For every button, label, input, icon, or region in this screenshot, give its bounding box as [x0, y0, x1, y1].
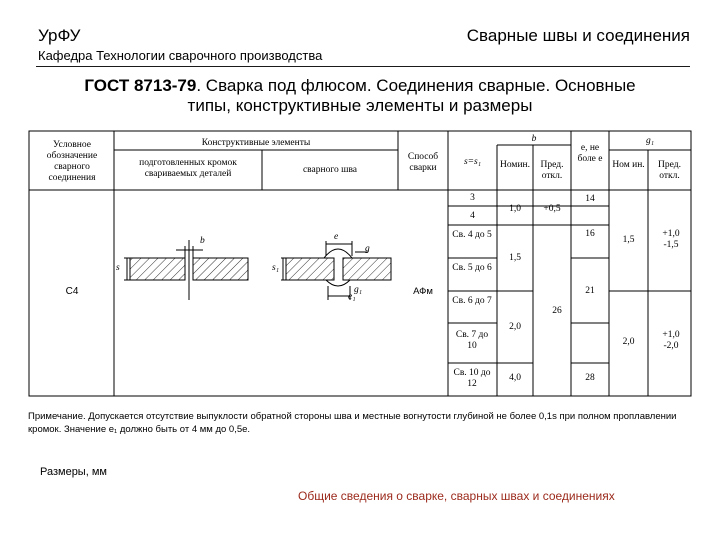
sketch-label-s1: s₁ — [272, 263, 279, 273]
header-method: Способ сварки — [407, 152, 439, 173]
g1-nom-value: 1,5 — [622, 235, 635, 245]
e-value: 21 — [585, 286, 595, 296]
designation-value: С4 — [65, 286, 79, 297]
e-value: 28 — [585, 373, 595, 383]
sketch-label-g: g — [365, 244, 370, 254]
table-note: Примечание. Допускается отсутствие выпуклости обратной стороны шва и местные вогнутости глубиной не более 0,1s при полном проплавлении кромок. Значение e₁ должно быть от 4 мм до 0,5e. — [28, 411, 677, 435]
sketch-label-e1: e₁ — [348, 292, 356, 302]
header-edges: подготовленных кромок свариваемых деталей — [139, 158, 237, 179]
slide-topic: Сварные швы и соединения — [466, 26, 690, 45]
header-designation: Условное обозначение сварного соединения — [46, 140, 98, 183]
g1-dev-value: +1,0 -1,5 — [662, 229, 680, 250]
gost-number: ГОСТ 8713-79 — [84, 76, 197, 95]
s-value: Св. 6 до 7 — [452, 296, 492, 306]
header-g1: g₁ — [645, 136, 655, 146]
b-dev-value: +0,5 — [543, 204, 561, 214]
s-value: Св. 7 до 10 — [455, 330, 489, 351]
e-value: 14 — [585, 194, 595, 204]
b-nom-value: 4,0 — [509, 373, 521, 383]
header-b-nom: Номин. — [500, 160, 530, 170]
header-e: e, не боле е — [577, 143, 603, 164]
header-seam: сварного шва — [302, 165, 358, 175]
sketch-label-e: e — [334, 232, 339, 242]
s-value: Св. 5 до 6 — [452, 263, 492, 273]
b-nom-value: 1,5 — [509, 253, 521, 263]
s-value: 3 — [470, 193, 475, 203]
header-g1-nom: Ном ин. — [612, 160, 645, 170]
g1-nom-value: 2,0 — [622, 337, 635, 347]
edge-prep-sketch — [124, 240, 248, 300]
method-value: АФм — [413, 286, 433, 297]
weld-seam-sketch — [281, 241, 391, 300]
sketch-label-b: b — [200, 236, 205, 246]
title-line1: . Сварка под флюсом. Соединения сварные. Основные — [196, 76, 636, 95]
s-value: Св. 10 до 12 — [453, 368, 491, 389]
s-value: 4 — [470, 211, 475, 221]
b-nom-value: 2,0 — [509, 322, 521, 332]
sketch-label-s: s — [116, 263, 120, 273]
e-value: 26 — [552, 306, 562, 316]
header-g1-dev: Пред. откл. — [658, 160, 681, 181]
title-line2: типы, конструктивные элементы и размеры — [187, 96, 533, 115]
header-b-dev: Пред. откл. — [540, 160, 564, 181]
e-value: 16 — [585, 229, 595, 239]
department-name: Кафедра Технологии сварочного производства — [38, 48, 323, 63]
header-elements: Конструктивные элементы — [201, 138, 311, 148]
org-name: УрФУ — [38, 26, 81, 45]
sketch-label-g1: g₁ — [354, 285, 363, 295]
header-s: s=s₁ — [463, 157, 482, 167]
footer-link[interactable]: Общие сведения о сварке, сварных швах и соединениях — [298, 489, 615, 503]
b-nom-value: 1,0 — [509, 204, 521, 214]
sizes-label: Размеры, мм — [40, 466, 107, 478]
header-b: b — [531, 134, 537, 144]
g1-dev-value: +1,0 -2,0 — [662, 330, 680, 351]
s-value: Св. 4 до 5 — [452, 230, 492, 240]
